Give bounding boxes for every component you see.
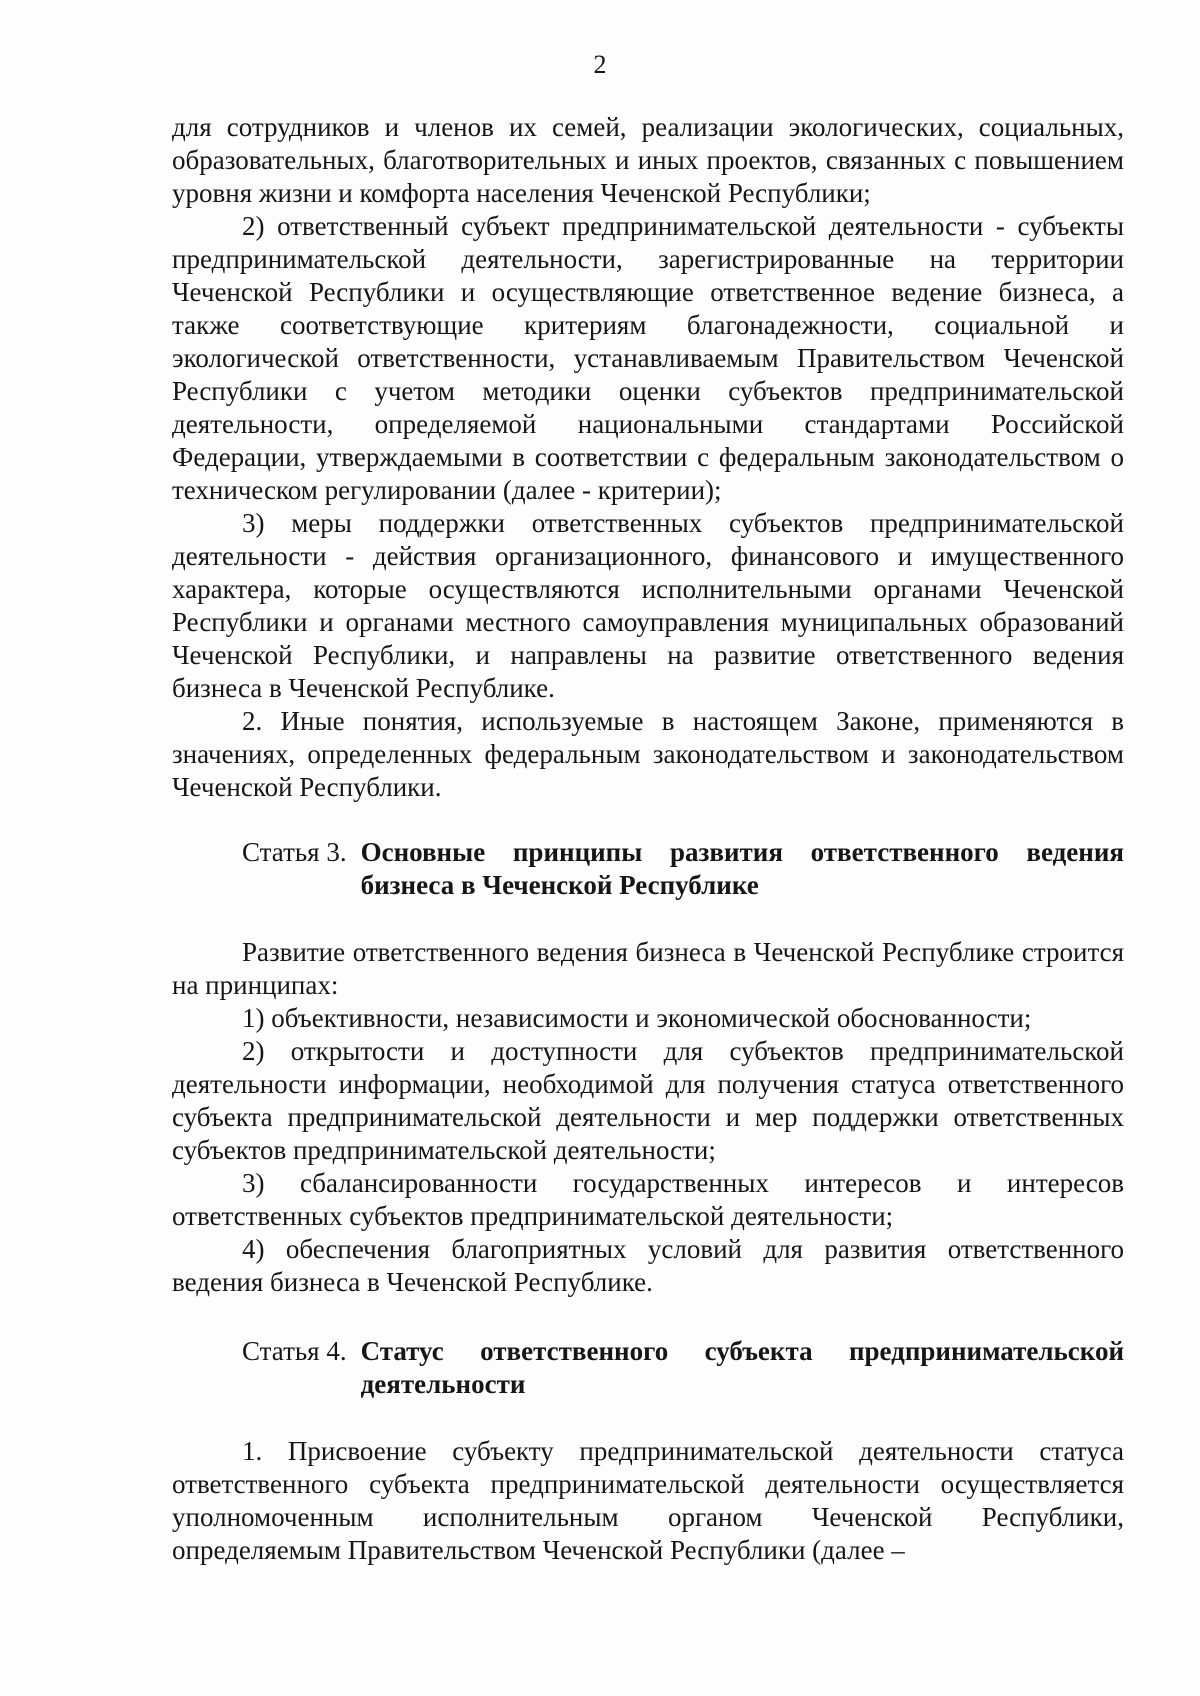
page-number: 2 <box>593 50 607 79</box>
paragraph-principle-3: 3) сбалансированности государственных интересов и интересов ответственных субъектов предпринимательской деятельности; <box>172 1168 1124 1231</box>
paragraph-item-2: 2. Иные понятия, используемые в настоящем Законе, применяются в значениях, определенных федеральным законодательством и законодательством Чеченской Республики. <box>172 706 1124 802</box>
article-3-heading <box>172 836 1124 902</box>
document-body <box>172 111 1124 1567</box>
article-3-label: Статья 3. <box>242 837 347 867</box>
paragraph-principle-2: 2) открытости и доступности для субъектов предпринимательской деятельности информации, необходимой для получения статуса ответственного субъекта предпринимательской деятельности и мер поддержки ответственных субъектов предпринимательской деятельности; <box>172 1036 1124 1165</box>
article-4-heading <box>172 1335 1124 1401</box>
article-4-title: Статус ответственного субъекта предпринимательской деятельности <box>360 1336 1124 1399</box>
article-4-label: Статья 4. <box>242 1336 347 1366</box>
article-3-title: Основные принципы развития ответственного ведения бизнеса в Чеченской Республике <box>360 837 1124 900</box>
paragraph-definition-2: 2) ответственный субъект предпринимательской деятельности - субъекты предпринимательской деятельности, зарегистрированные на территории Чеченской Республики и осуществляющие ответственное ведение бизнеса, а также соответствующие критериям благонадежности, социальной и экологической ответственности, устанавливаемым Правительством Чеченской Республики с учетом методики оценки субъектов предпринимательской деятельности, определяемой национальными стандартами Российской Федерации, утверждаемыми в соответствии с федеральным законодательством о техническом регулировании (далее - критерии); <box>172 211 1124 505</box>
paragraph-definition-3: 3) меры поддержки ответственных субъектов предпринимательской деятельности - действия организационного, финансового и имущественного характера, которые осуществляются исполнительными органами Чеченской Республики и органами местного самоуправления муниципальных образований Чеченской Республики, и направлены на развитие ответственного ведения бизнеса в Чеченской Республике. <box>172 508 1124 703</box>
paragraph-continuation: для сотрудников и членов их семей, реализации экологических, социальных, образовательных, благотворительных и иных проектов, связанных с повышением уровня жизни и комфорта населения Чеченской Республики; <box>172 112 1124 208</box>
paragraph-principle-1: 1) объективности, независимости и экономической обоснованности; <box>242 1003 1032 1033</box>
paragraph-article-4-item-1: 1. Присвоение субъекту предпринимательской деятельности статуса ответственного субъекта предпринимательской деятельности осуществляется уполномоченным исполнительным органом Чеченской Республики, определяемым Правительством Чеченской Республики (далее – <box>172 1436 1124 1565</box>
paragraph-principles-intro: Развитие ответственного ведения бизнеса в Чеченской Республике строится на принципах: <box>172 937 1124 1000</box>
paragraph-principle-4: 4) обеспечения благоприятных условий для развития ответственного ведения бизнеса в Чеченской Республике. <box>172 1234 1124 1297</box>
